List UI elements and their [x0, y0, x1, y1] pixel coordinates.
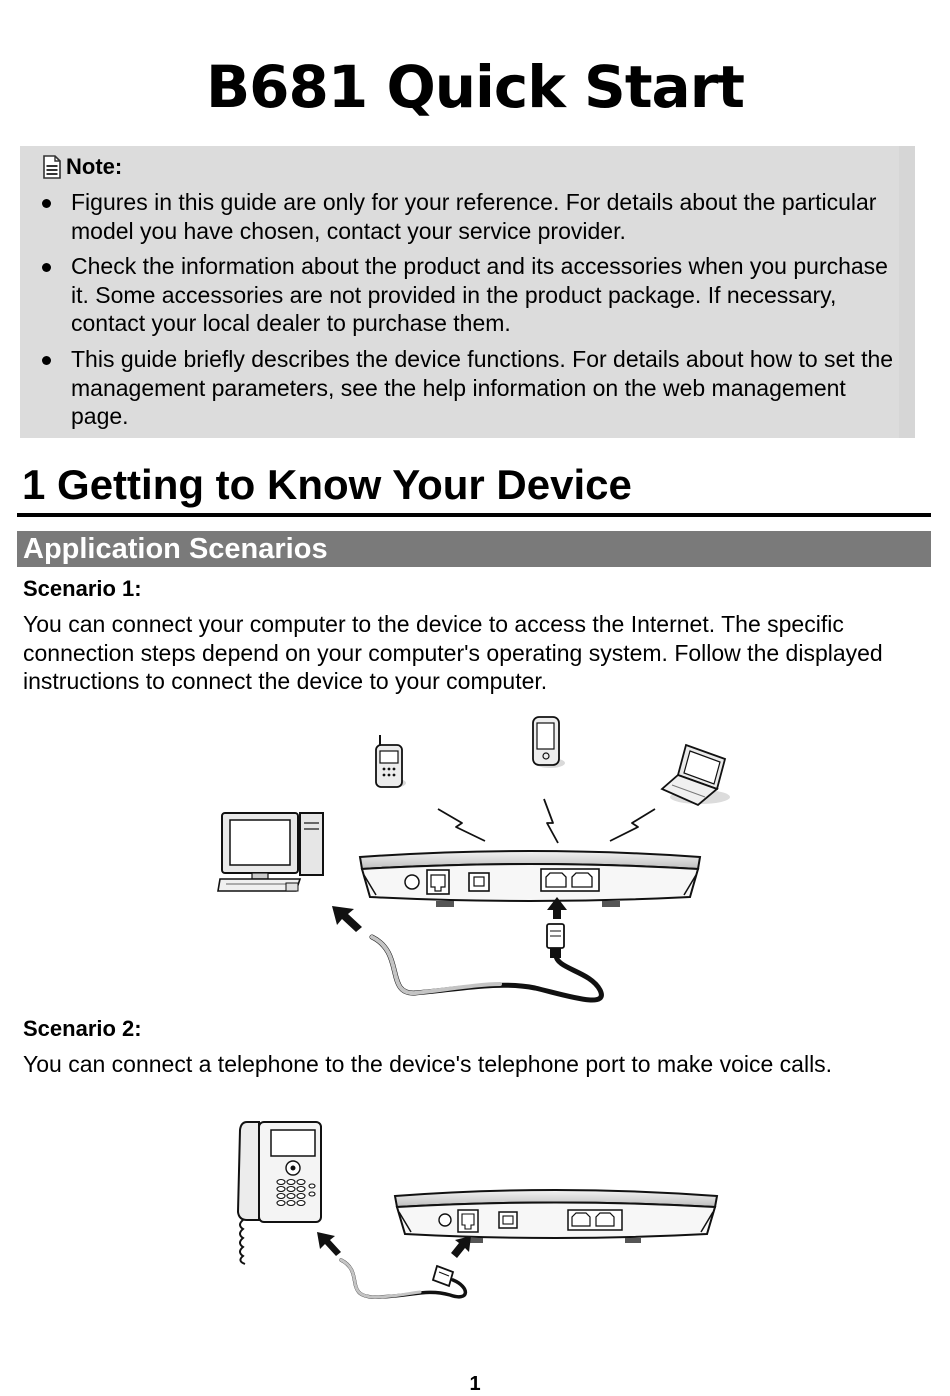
note-heading: [42, 152, 122, 182]
mobile-phone-icon: [376, 735, 406, 788]
note-item-text: Check the information about the product and its accessories when you purchase it. Some accessories are not provided in the product package. If necessary, contact your local dealer to purchase them.: [71, 253, 888, 337]
network-cable-icon: [372, 924, 601, 1000]
bullet-icon: [42, 356, 51, 365]
section-rule: [17, 513, 931, 517]
note-list: [20, 188, 900, 438]
note-box: [20, 146, 915, 438]
note-item: [20, 345, 900, 431]
note-item-text: Figures in this guide are only for your reference. For details about the particular model you have chosen, contact your service provider.: [71, 189, 877, 244]
wireless-signal-icon: [438, 799, 655, 843]
scenario-2-text: You can connect a telephone to the device's telephone port to make voice calls.: [23, 1051, 833, 1077]
note-icon: [42, 155, 62, 179]
desktop-computer-icon: [218, 813, 323, 891]
note-box-edge: [899, 146, 915, 438]
note-item: [20, 188, 900, 245]
router-icon: [360, 851, 700, 907]
scenario-1-title: Scenario 1:: [23, 576, 142, 601]
note-label: Note:: [66, 154, 123, 179]
document-title: B681 Quick Start: [205, 53, 745, 121]
scenario-1-text: You can connect your computer to the device to access the Internet. The specific connection steps depend on your computer's operating system. Follow the displayed instructions to connect the device to your computer.: [23, 611, 883, 695]
note-item: [20, 252, 900, 338]
scenario-1-illustration: [200, 705, 740, 1010]
page-number: 1: [469, 1373, 481, 1395]
note-item-text: This guide briefly describes the device functions. For details about how to set the management parameters, see the help information on the web management page.: [71, 345, 894, 430]
bullet-icon: [42, 199, 51, 208]
router-icon: [395, 1190, 717, 1243]
section-heading: 1 Getting to Know Your Device: [22, 461, 632, 508]
scenario-2-title: Scenario 2:: [23, 1016, 142, 1041]
bullet-icon: [42, 263, 51, 272]
telephone-icon: [238, 1122, 321, 1264]
scenario-2-illustration: [225, 1112, 725, 1317]
pda-icon: [533, 717, 565, 768]
subsection-heading: Application Scenarios: [17, 531, 931, 567]
telephone-cable-icon: [341, 1260, 465, 1297]
laptop-icon: [662, 745, 730, 805]
